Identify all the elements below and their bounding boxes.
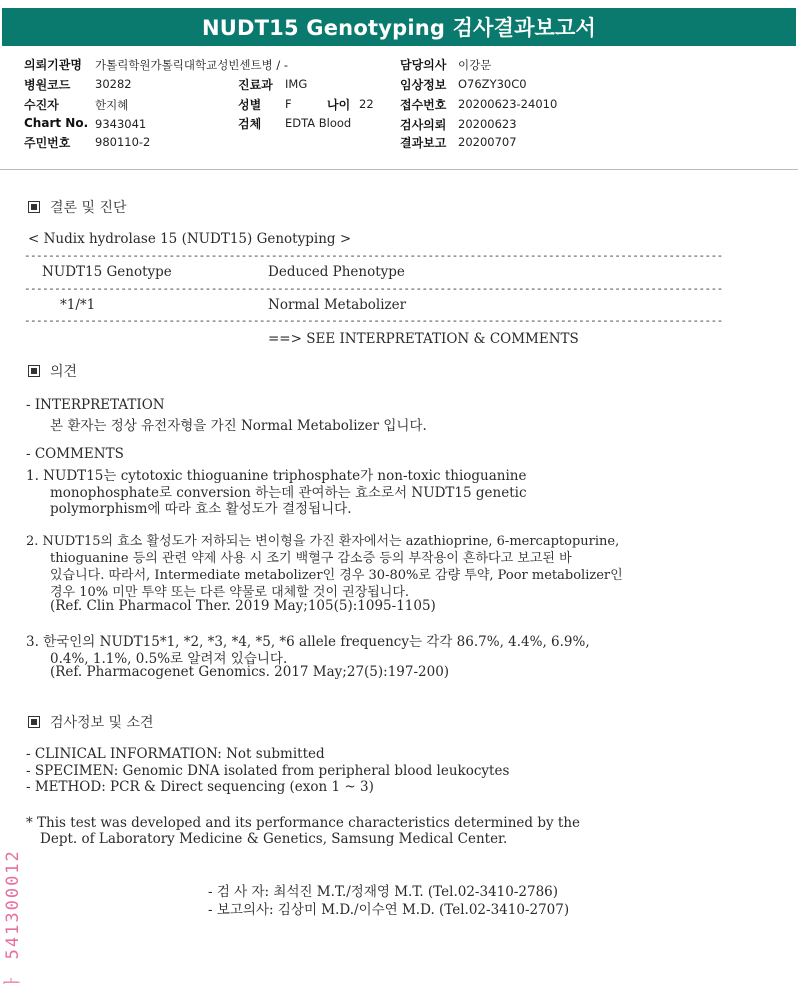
report-label: 결과보고	[400, 136, 447, 150]
sex-value: F	[285, 97, 292, 111]
col-genotype-header: NUDT15 Genotype	[42, 264, 172, 280]
comment-2-line: 있습니다. 따라서, Intermediate metabolizer인 경우 30-80%로 감량 투약, Poor metabolizer인	[50, 568, 623, 583]
hospital-code-label: 병원코드	[24, 78, 71, 92]
resident-no-value: 980110-2	[95, 135, 151, 149]
opinion-heading	[28, 361, 77, 381]
conclusion-heading	[28, 197, 127, 217]
clinical-information: - CLINICAL INFORMATION: Not submitted	[26, 746, 325, 762]
divider-line: --------------------------------------------------------------------------------------------------------------------	[24, 249, 723, 262]
accession-label: 접수번호	[400, 98, 447, 112]
header-divider	[0, 169, 798, 170]
comment-1-line: polymorphism에 따라 효소 활성도가 결정됩니다.	[50, 501, 352, 517]
accession-value: 20200623-24010	[458, 97, 558, 111]
sex-label: 성별	[238, 98, 262, 112]
report-title: NUDT15 Genotyping 검사결과보고서	[2, 8, 796, 46]
opinion-heading-text: 의견	[50, 364, 78, 380]
doctor-label: 담당의사	[400, 58, 447, 72]
comment-2-line: 2. NUDT15의 효소 활성도가 저하되는 변이형을 가진 환자에서는 azathioprine, 6-mercaptopurine,	[26, 534, 620, 549]
chart-no-value: 9343041	[95, 117, 147, 131]
comment-3-line: 0.4%, 1.1%, 0.5%로 알려져 있습니다.	[50, 651, 288, 667]
comment-1-line: monophosphate로 conversion 하는데 관여하는 효소로서 NUDT15 genetic	[50, 485, 527, 501]
conclusion-heading-text: 결론 및 진단	[50, 200, 127, 216]
doctor-value: 이강문	[458, 58, 492, 72]
examiner-line: - 검 사 자: 최석진 M.T./정재영 M.T. (Tel.02-3410-2786)	[208, 884, 559, 900]
section-box-icon	[28, 201, 40, 213]
comment-1-line: 1. NUDT15는 cytotoxic thioguanine triphosphate가 non-toxic thioguanine	[26, 468, 527, 484]
section-box-icon	[28, 365, 40, 377]
request-value: 20200623	[458, 117, 517, 131]
test-info-heading	[28, 712, 154, 732]
see-interpretation-note: ==> SEE INTERPRETATION & COMMENTS	[268, 331, 579, 347]
disclaimer-line: * This test was developed and its performance characteristics determined by the	[26, 815, 581, 831]
department-label: 진료과	[238, 78, 273, 92]
patient-value: 한지혜	[95, 98, 129, 112]
document-stamp-number: ㅏ 541300012	[3, 849, 23, 990]
section-box-icon	[28, 716, 40, 728]
divider-line: --------------------------------------------------------------------------------------------------------------------	[24, 314, 723, 327]
report-value: 20200707	[458, 135, 517, 149]
institution-value: 가톨릭학원가톨릭대학교성빈센트병 / -	[95, 58, 289, 72]
interpretation-text: 본 환자는 정상 유전자형을 가진 Normal Metabolizer 입니다.	[50, 418, 427, 434]
interpretation-title: - INTERPRETATION	[26, 397, 165, 413]
specimen-value: EDTA Blood	[285, 116, 352, 130]
patient-label: 수진자	[24, 98, 59, 112]
comment-3-line: 3. 한국인의 NUDT15*1, *2, *3, *4, *5, *6 allele frequency는 각각 86.7%, 4.4%, 6.9%,	[26, 634, 590, 650]
institution-label: 의뢰기관명	[24, 58, 82, 72]
conclusion-subtitle: < Nudix hydrolase 15 (NUDT15) Genotyping >	[28, 231, 352, 247]
comments-title: - COMMENTS	[26, 446, 124, 462]
comment-2-ref: (Ref. Clin Pharmacol Ther. 2019 May;105(5):1095-1105)	[50, 598, 436, 614]
resident-no-label: 주민번호	[24, 136, 71, 150]
patient-header	[0, 52, 798, 170]
hospital-code-value: 30282	[95, 77, 132, 91]
age-label: 나이	[327, 98, 351, 112]
genotype-value: *1/*1	[60, 297, 96, 313]
request-label: 검사의뢰	[400, 118, 447, 132]
specimen-information: - SPECIMEN: Genomic DNA isolated from peripheral blood leukocytes	[26, 763, 510, 779]
clinical-info-value: O76ZY30C0	[458, 77, 527, 91]
comment-3-ref: (Ref. Pharmacogenet Genomics. 2017 May;27(5):197-200)	[50, 664, 450, 680]
reporter-line: - 보고의사: 김상미 M.D./이수연 M.D. (Tel.02-3410-2707)	[208, 902, 570, 918]
divider-line: --------------------------------------------------------------------------------------------------------------------	[24, 282, 723, 295]
col-phenotype-header: Deduced Phenotype	[268, 264, 405, 280]
clinical-info-label: 임상정보	[400, 78, 447, 92]
chart-no-label: Chart No.	[24, 116, 89, 130]
phenotype-value: Normal Metabolizer	[268, 297, 407, 313]
comment-2-line: 경우 10% 미만 투약 또는 다른 약물로 대체할 것이 권장됩니다.	[50, 585, 410, 600]
disclaimer-line: Dept. of Laboratory Medicine & Genetics, Samsung Medical Center.	[40, 831, 508, 847]
specimen-label: 검체	[238, 117, 262, 131]
comment-2-line: thioguanine 등의 관련 약제 사용 시 조기 백혈구 감소증 등의 부작용이 흔하다고 보고된 바	[50, 551, 572, 566]
age-value: 22	[359, 97, 374, 111]
test-info-heading-text: 검사정보 및 소견	[50, 715, 154, 731]
department-value: IMG	[285, 77, 308, 91]
method-information: - METHOD: PCR & Direct sequencing (exon 1 ~ 3)	[26, 779, 374, 795]
